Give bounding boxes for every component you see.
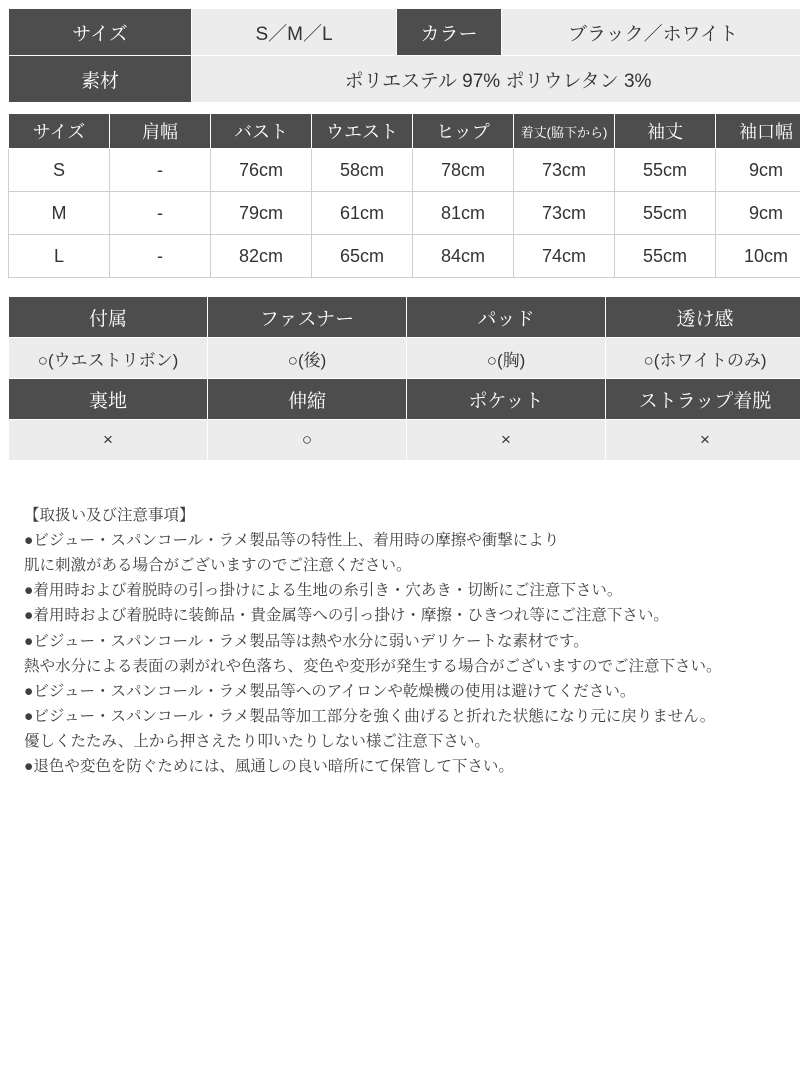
table-header-row xyxy=(9,114,800,149)
cell-shoulder: - xyxy=(110,192,211,235)
cell-cuff-width: 9cm xyxy=(716,192,800,235)
feature-value-lining: × xyxy=(9,420,208,461)
cell-cuff-width: 9cm xyxy=(716,149,800,192)
notes-line: ●退色や変色を防ぐためには、風通しの良い暗所にて保管して下さい。 xyxy=(24,754,774,779)
table-header-row xyxy=(9,379,800,420)
cell-cuff-width: 10cm xyxy=(716,235,800,278)
cell-sleeve-length: 55cm xyxy=(615,149,716,192)
cell-shoulder: - xyxy=(110,235,211,278)
measurement-table xyxy=(8,113,800,278)
table-row xyxy=(9,9,800,56)
table-row xyxy=(9,420,800,461)
feature-value-zipper: ○(後) xyxy=(208,338,407,379)
spec-value-size: S／M／L xyxy=(192,9,397,56)
feature-table xyxy=(8,296,800,461)
col-header-sleeve-length: 袖丈 xyxy=(615,114,716,149)
table-row xyxy=(9,338,800,379)
cell-sleeve-length: 55cm xyxy=(615,235,716,278)
col-header-size: サイズ xyxy=(9,114,110,149)
feature-value-pad: ○(胸) xyxy=(407,338,606,379)
cell-waist: 61cm xyxy=(312,192,413,235)
feature-header-pocket: ポケット xyxy=(407,379,606,420)
feature-header-lining: 裏地 xyxy=(9,379,208,420)
cell-sleeve-length: 55cm xyxy=(615,192,716,235)
spec-label-size: サイズ xyxy=(9,9,192,56)
feature-header-strap-detach: ストラップ着脱 xyxy=(606,379,800,420)
table-row xyxy=(9,149,800,192)
table-row xyxy=(9,56,800,103)
feature-header-pad: パッド xyxy=(407,297,606,338)
feature-header-zipper: ファスナー xyxy=(208,297,407,338)
notes-line: 優しくたたみ、上から押さえたり叩いたりしない様ご注意下さい。 xyxy=(24,729,774,754)
notes-line: ●ビジュー・スパンコール・ラメ製品等の特性上、着用時の摩擦や衝撃により xyxy=(24,528,774,553)
notes-line: 肌に刺激がある場合がございますのでご注意ください。 xyxy=(24,553,774,578)
cell-size: L xyxy=(9,235,110,278)
cell-length: 73cm xyxy=(514,192,615,235)
col-header-bust: バスト xyxy=(211,114,312,149)
feature-header-stretch: 伸縮 xyxy=(208,379,407,420)
notes-line: ●ビジュー・スパンコール・ラメ製品等加工部分を強く曲げると折れた状態になり元に戻りません。 xyxy=(24,704,774,729)
product-spec-page xyxy=(0,8,800,779)
feature-value-strap-detach: × xyxy=(606,420,800,461)
feature-value-pocket: × xyxy=(407,420,606,461)
notes-line: ●着用時および着脱時に装飾品・貴金属等への引っ掛け・摩擦・ひきつれ等にご注意下さい。 xyxy=(24,603,774,628)
spec-table xyxy=(8,8,800,103)
col-header-waist: ウエスト xyxy=(312,114,413,149)
cell-bust: 76cm xyxy=(211,149,312,192)
col-header-shoulder: 肩幅 xyxy=(110,114,211,149)
notes-line: ●ビジュー・スパンコール・ラメ製品等へのアイロンや乾燥機の使用は避けてください。 xyxy=(24,679,774,704)
cell-length: 73cm xyxy=(514,149,615,192)
cell-shoulder: - xyxy=(110,149,211,192)
table-row xyxy=(9,235,800,278)
cell-bust: 79cm xyxy=(211,192,312,235)
col-header-length: 着丈(脇下から) xyxy=(514,114,615,149)
col-header-cuff-width: 袖口幅 xyxy=(716,114,800,149)
feature-header-accessory: 付属 xyxy=(9,297,208,338)
notes-title: 【取扱い及び注意事項】 xyxy=(24,503,774,528)
cell-waist: 58cm xyxy=(312,149,413,192)
cell-length: 74cm xyxy=(514,235,615,278)
cell-size: S xyxy=(9,149,110,192)
cell-hip: 78cm xyxy=(413,149,514,192)
cell-hip: 84cm xyxy=(413,235,514,278)
care-notes xyxy=(24,503,774,779)
feature-value-sheerness: ○(ホワイトのみ) xyxy=(606,338,800,379)
cell-size: M xyxy=(9,192,110,235)
feature-header-sheerness: 透け感 xyxy=(606,297,800,338)
spec-value-material: ポリエステル 97% ポリウレタン 3% xyxy=(192,56,800,103)
cell-hip: 81cm xyxy=(413,192,514,235)
spec-label-color: カラー xyxy=(397,9,502,56)
spec-value-color: ブラック／ホワイト xyxy=(502,9,800,56)
notes-line: ●ビジュー・スパンコール・ラメ製品等は熱や水分に弱いデリケートな素材です。 xyxy=(24,629,774,654)
notes-line: 熱や水分による表面の剥がれや色落ち、変色や変形が発生する場合がございますのでご注意下さい。 xyxy=(24,654,774,679)
table-header-row xyxy=(9,297,800,338)
feature-value-accessory: ○(ウエストリボン) xyxy=(9,338,208,379)
feature-value-stretch: ○ xyxy=(208,420,407,461)
cell-bust: 82cm xyxy=(211,235,312,278)
spec-label-material: 素材 xyxy=(9,56,192,103)
cell-waist: 65cm xyxy=(312,235,413,278)
col-header-hip: ヒップ xyxy=(413,114,514,149)
table-row xyxy=(9,192,800,235)
notes-line: ●着用時および着脱時の引っ掛けによる生地の糸引き・穴あき・切断にご注意下さい。 xyxy=(24,578,774,603)
